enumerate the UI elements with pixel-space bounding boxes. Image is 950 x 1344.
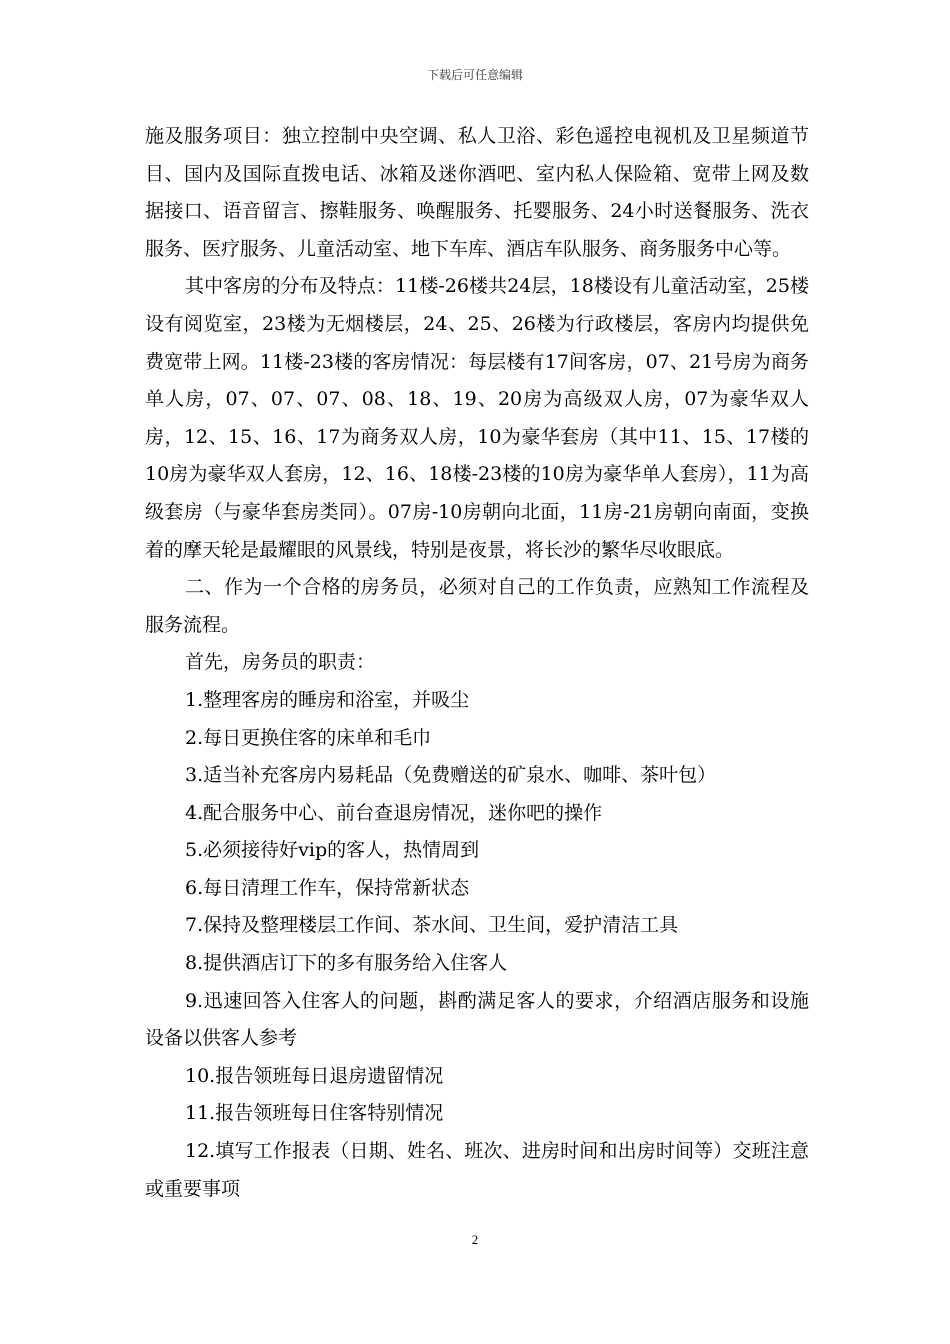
duty-item-7: 7.保持及整理楼层工作间、茶水间、卫生间，爱护清洁工具 xyxy=(185,914,679,937)
duty-item-6: 6.每日清理工作车，保持常新状态 xyxy=(185,876,470,899)
duty-item-9: 9.迅速回答入住客人的问题，斟酌满足客人的要求，介绍酒店服务和设施设备以供客人参考 xyxy=(145,989,809,1050)
duty-item-5: 5.必须接待好vip的客人，热情周到 xyxy=(185,839,480,862)
duty-item-2: 2.每日更换住客的床单和毛巾 xyxy=(185,726,432,749)
paragraph-room-distribution: 其中客房的分布及特点：11楼-26楼共24层，18楼设有儿童活动室，25楼设有阅览室，23楼为无烟楼层，24、25、26楼为行政楼层，客房内均提供免费宽带上网。11楼-23楼的客房情况：每层楼有17间客房，07、21号房为商务单人房，07、07、07、08、18、19、20房为高级双人房，07为豪华双人房，12、15、16、17为商务双人房，10为豪华套房（其中11、15、17楼的10房为豪华双人套房，12、16、18楼-23楼的10房为豪华单人套房），11为高级套房（与豪华套房类同）。07房-10房朝向北面，11房-21房朝向南面，变换着的摩天轮是最耀眼的风景线，特别是夜景，将长沙的繁华尽收眼底。 xyxy=(145,275,809,561)
duty-item-11: 11.报告领班每日住客特别情况 xyxy=(185,1102,444,1125)
document-body xyxy=(145,118,809,1208)
duty-item-10: 10.报告领班每日退房遗留情况 xyxy=(185,1064,444,1087)
duty-item-3: 3.适当补充客房内易耗品（免费赠送的矿泉水、咖啡、茶叶包） xyxy=(185,764,717,787)
duty-item-4: 4.配合服务中心、前台查退房情况，迷你吧的操作 xyxy=(185,801,603,824)
paragraph-facilities: 施及服务项目：独立控制中央空调、私人卫浴、彩色遥控电视机及卫星频道节目、国内及国际直拨电话、冰箱及迷你酒吧、室内私人保险箱、宽带上网及数据接口、语音留言、擦鞋服务、唤醒服务、托婴服务、24小时送餐服务、洗衣服务、医疗服务、儿童活动室、地下车库、酒店车队服务、商务服务中心等。 xyxy=(145,125,809,260)
paragraph-section-two: 二、作为一个合格的房务员，必须对自己的工作负责，应熟知工作流程及服务流程。 xyxy=(145,576,809,636)
paragraph-duties-intro: 首先，房务员的职责： xyxy=(185,651,376,674)
page-number: 2 xyxy=(471,1232,479,1247)
duty-item-12: 12.填写工作报表（日期、姓名、班次、进房时间和出房时间等）交班注意或重要事项 xyxy=(145,1140,809,1200)
duty-item-8: 8.提供酒店订下的多有服务给入住客人 xyxy=(185,952,508,975)
duty-item-1: 1.整理客房的睡房和浴室，并吸尘 xyxy=(185,688,470,711)
page-header: 下载后可任意编辑 xyxy=(426,68,523,82)
